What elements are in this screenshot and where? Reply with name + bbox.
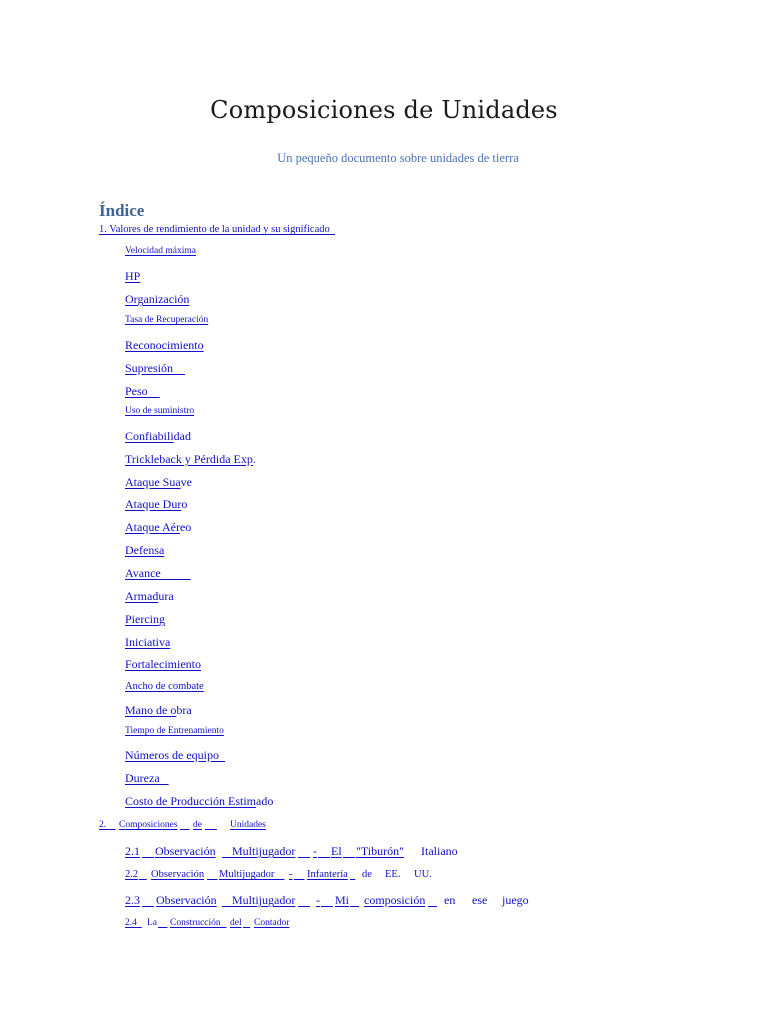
toc-item-label: Mano de o [125,703,177,717]
toc-item-suffix: o [181,497,188,511]
toc-item-suffix: eo [179,520,192,534]
toc-subsection-word: Multijugador [232,893,296,907]
toc-item-label: Ataque Sua [125,475,181,489]
toc-subsection-word: Construcción [170,918,221,928]
toc-subsection-2-1[interactable] [0,844,768,860]
toc-item-label: Ancho de combate [125,681,204,692]
toc-section-2-word: Composiciones [119,820,178,830]
toc-subsection-word: de [362,869,372,880]
toc-item-ataque-aereo[interactable] [125,520,191,535]
toc-item-label: Uso de suministro [125,406,195,416]
toc-item-tasa-de-recuperacion[interactable] [125,315,208,325]
toc-item-suffix: dad [173,429,191,443]
toc-item-ataque-suave[interactable] [125,475,192,490]
toc-subsection-word: ese [472,893,488,907]
toc-item-label: Fortalecimiento [125,657,201,671]
toc-item-label: Ataque Aér [125,520,180,534]
toc-item-label: Peso [125,384,148,398]
toc-item-organizacion[interactable] [125,292,189,307]
toc-item-dureza[interactable] [125,771,169,786]
toc-subsection-number: 2.3 [125,893,140,907]
toc-subsection-word: EE. [385,869,401,880]
toc-subsection-word: Multijugador [232,844,296,858]
toc-item-costo-de-produccion[interactable] [125,794,273,809]
toc-item-tiempo-de-entrenamiento[interactable] [125,726,224,736]
toc-section-2-word: Unidades [230,820,266,830]
toc-subsection-word: Contador [254,918,290,928]
toc-subsection-word: Observación [156,893,217,907]
toc-item-numeros-de-equipo[interactable] [125,748,225,763]
toc-item-ataque-duro[interactable] [125,497,187,512]
toc-item-suffix: ve [180,475,192,489]
toc-item-hp[interactable] [125,269,140,284]
toc-subsection-word: Observación [155,844,216,858]
toc-section-1-link[interactable] [99,224,335,235]
toc-subsection-word: Observación [151,869,205,880]
toc-item-confiabilidad[interactable] [125,429,191,444]
toc-item-ancho-de-combate[interactable] [125,681,204,692]
toc-subsection-word: Italiano [421,844,458,858]
toc-subsection-word: composición [364,893,426,907]
toc-subsection-word: Infantería [307,869,348,880]
toc-subsection-number: 2.1 [125,844,140,858]
toc-item-label: Reconocimiento [125,338,204,352]
toc-subsection-number: 2.4 [125,918,137,928]
toc-item-suffix: ura [158,589,174,603]
document-subtitle: Un pequeño documento sobre unidades de tierra [277,151,519,165]
toc-item-label: Supresión [125,361,173,375]
toc-subsection-2-3[interactable] [0,893,768,909]
toc-item-piercing[interactable] [125,612,165,627]
toc-subsection-word: El [331,844,342,858]
index-heading: Índice [99,201,145,220]
toc-subsection-word: del [230,918,242,928]
toc-item-defensa[interactable] [125,543,164,558]
toc-section-2-number: 2. [99,820,107,830]
toc-item-label: Defensa [125,543,165,557]
toc-item-label: Organización [125,292,190,306]
toc-item-armadura[interactable] [125,589,174,604]
toc-subsection-number: 2.2 [125,869,139,880]
toc-section-1-label: 1. Valores de rendimiento de la unidad y su significado [99,224,330,235]
toc-item-label: Números de equipo [125,748,219,762]
toc-item-label: Trickleback y Pérdida Exp [125,452,253,466]
toc-item-label: Iniciativa [125,635,171,649]
toc-item-fortalecimiento[interactable] [125,657,201,672]
toc-subsection-word: - [313,844,317,858]
toc-item-label: Velocidad máxima [125,246,196,256]
toc-subsection-word: en [444,893,456,907]
toc-item-reconocimiento[interactable] [125,338,204,353]
toc-section-2-link[interactable] [0,820,768,834]
toc-item-avance[interactable] [125,566,191,581]
toc-subsection-word: UU. [414,869,432,880]
toc-item-label: HP [125,269,141,283]
toc-subsection-word: - [289,869,293,880]
toc-item-label: Confiabili [125,429,174,443]
toc-item-label: Costo de Producción Estim [125,794,256,808]
toc-item-label: Avance [125,566,161,580]
toc-subsection-word: - [316,893,320,907]
toc-item-label: Piercing [125,612,165,626]
toc-item-iniciativa[interactable] [125,635,170,650]
toc-item-label: Tasa de Recuperación [125,315,209,325]
toc-item-mano-de-obra[interactable] [125,703,192,718]
toc-subsection-2-2[interactable] [0,869,768,884]
toc-item-uso-de-suministro[interactable] [125,406,194,416]
document-title: Composiciones de Unidades [210,96,558,124]
toc-subsection-2-4[interactable] [0,918,768,932]
toc-item-suffix: bra [176,703,192,717]
toc-section-2-word: de [193,820,202,830]
toc-item-suffix: . [252,452,256,466]
toc-item-label: Tiempo de Entrenamiento [125,726,224,736]
toc-item-peso[interactable] [125,384,160,399]
toc-item-suffix: ado [256,794,274,808]
toc-item-label: Dureza [125,771,160,785]
toc-item-label: Ataque Dur [125,497,182,511]
toc-subsection-word: juego [502,893,529,907]
toc-subsection-word: Multijugador [219,869,275,880]
toc-item-label: Armad [125,589,159,603]
toc-subsection-word: La [147,918,158,928]
toc-item-trickleback[interactable] [125,452,256,467]
toc-subsection-word: Mi [335,893,350,907]
toc-item-velocidad-maxima[interactable] [125,246,196,256]
toc-subsection-word: "Tiburón" [356,844,405,858]
toc-item-supresion[interactable] [125,361,185,376]
